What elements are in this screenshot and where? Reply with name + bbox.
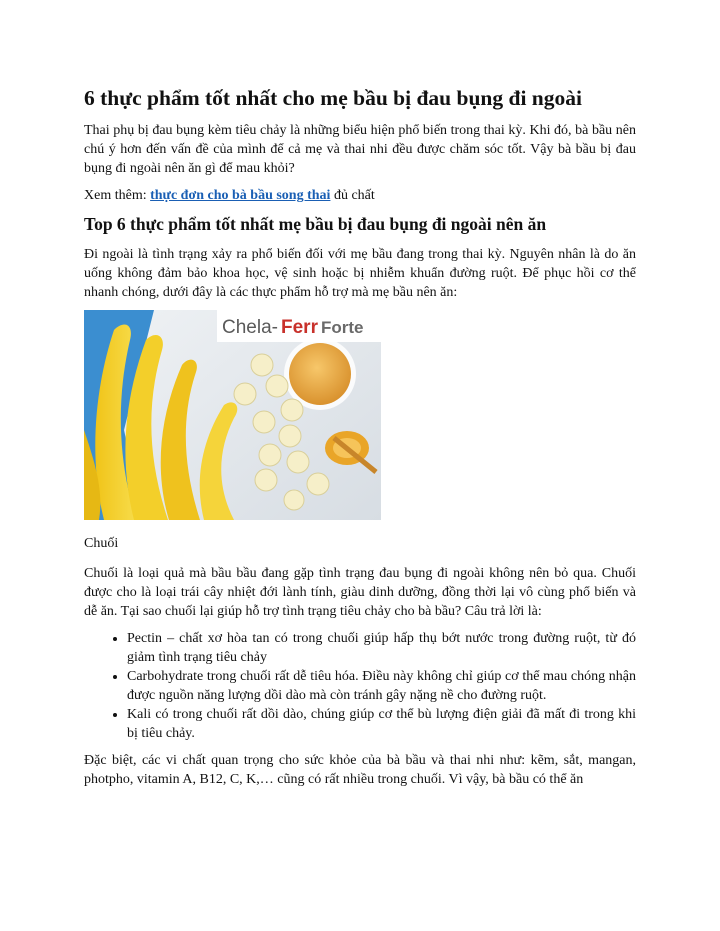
see-more-link[interactable]: thực đơn cho bà bầu song thai <box>150 188 331 203</box>
see-more-suffix: đủ chất <box>330 188 375 203</box>
banana-photo <box>84 310 381 520</box>
article <box>84 84 636 797</box>
see-more-line <box>84 186 636 205</box>
image-caption: Chuối <box>84 536 119 551</box>
banana-paragraph: Chuối là loại quả mà bầu bầu đang gặp tình trạng đau bụng đi ngoài không nên bỏ qua. Chuối được cho là loại trái cây nhiệt đới lành tính, giàu dinh dưỡng, đồng thời lại vô cùng phổ biến và dễ ăn. Tại sao chuối lại giúp hỗ trợ tình trạng tiêu chảy cho bà bầu? Câu trả lời là: <box>84 566 636 619</box>
list-item: • Pectin – chất xơ hòa tan có trong chuối giúp hấp thụ bớt nước trong đường ruột, từ đó giảm tình trạng tiêu chảy <box>127 629 636 667</box>
intro-paragraph: Thai phụ bị đau bụng kèm tiêu chảy là những biểu hiện phổ biến trong thai kỳ. Khi đó, bà bầu nên chú ý hơn đến vấn đề của mình để cả mẹ và thai nhi đều được chăm sóc tốt. Vậy bà bầu bị đau bụng đi ngoài nên ăn gì để mau khỏi? <box>84 123 636 176</box>
banana-illustration <box>84 310 381 520</box>
list-item: • Kali có trong chuối rất dồi dào, chúng giúp cơ thể bù lượng điện giải đã mất đi trong khi bị tiêu chảy. <box>127 705 636 743</box>
closing-paragraph: Đặc biệt, các vi chất quan trọng cho sức khỏe của bà bầu và thai nhi như: kẽm, sắt, mangan, photpho, vitamin A, B12, C, K,… cũng có rất nhiều trong chuối. Vì vậy, bà bầu có thể ăn <box>84 753 636 787</box>
page-title: 6 thực phẩm tốt nhất cho mẹ bầu bị đau bụng đi ngoài <box>84 86 582 110</box>
section-heading: Top 6 thực phẩm tốt nhất mẹ bầu bị đau bụng đi ngoài nên ăn <box>84 214 547 234</box>
logo-text-2: Ferr <box>281 317 318 338</box>
benefit-list <box>84 629 636 743</box>
see-more-prefix: Xem thêm: <box>84 188 151 203</box>
list-item: • Carbohydrate trong chuối rất dễ tiêu hóa. Điều này không chỉ giúp cơ thể mau chóng nhận được nguồn năng lượng dồi dào mà còn tránh gây nặng nề cho đường ruột. <box>127 667 636 705</box>
juice-glass <box>289 343 351 405</box>
section-intro-paragraph: Đi ngoài là tình trạng xảy ra phổ biến đối với mẹ bầu đang trong thai kỳ. Nguyên nhân là do ăn uống không đảm bảo khoa học, vệ sinh hoặc bị nhiễm khuẩn đường ruột. Để phục hồi cơ thể nhanh chóng, dưới đây là các thực phẩm hỗ trợ mà mẹ bầu nên ăn: <box>84 247 636 300</box>
product-logo <box>217 310 381 342</box>
logo-text-3: Forte <box>321 318 364 337</box>
logo-text-1: Chela- <box>222 317 278 338</box>
